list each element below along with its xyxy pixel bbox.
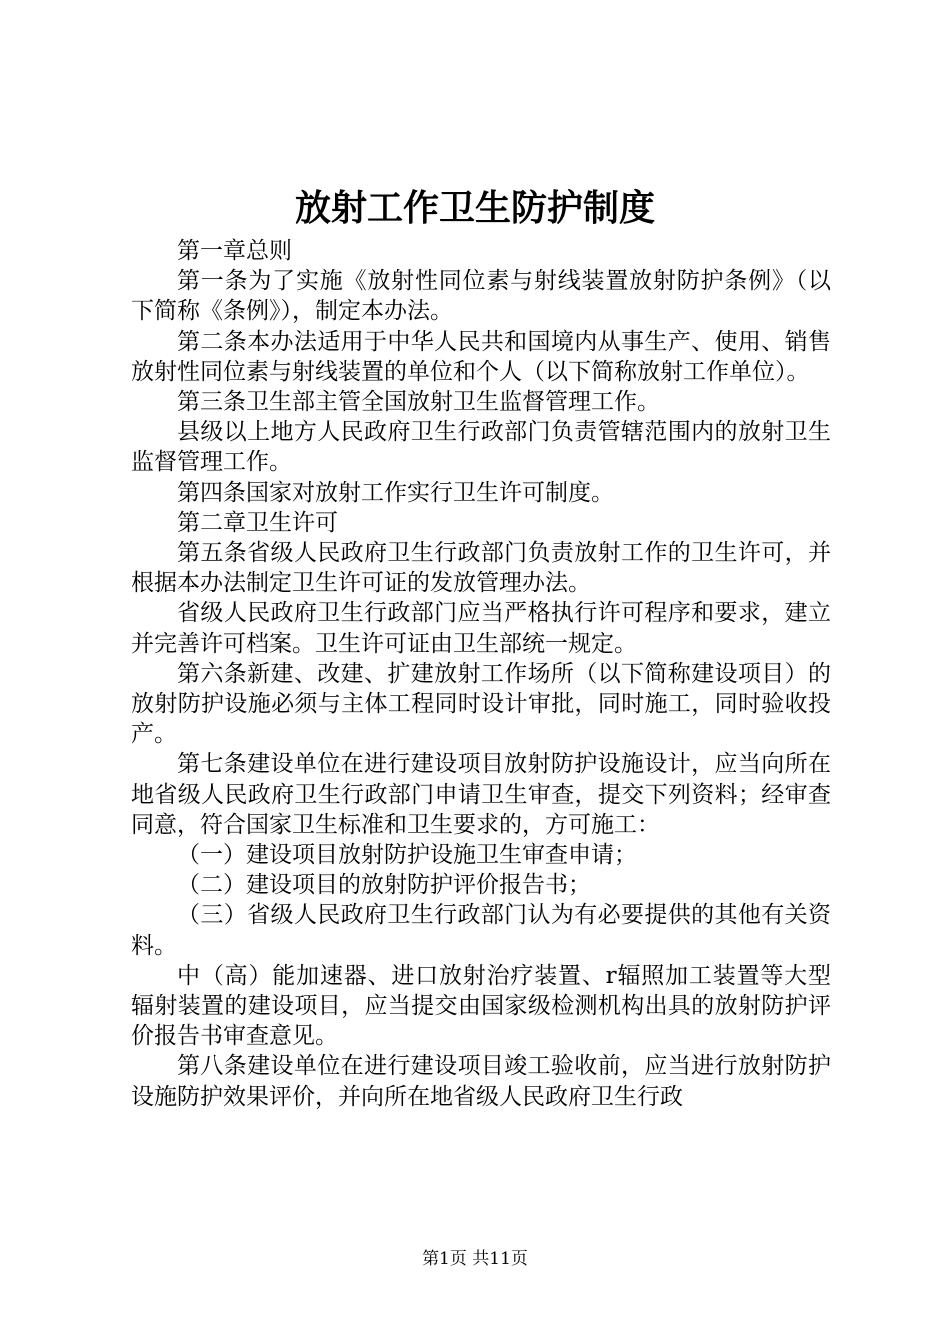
paragraph: 第七条建设单位在进行建设项目放射防护设施设计，应当向所在地省级人民政府卫生行政部门申请卫生审查，提交下列资料；经审查同意，符合国家卫生标准和卫生要求的，方可施工：	[131, 751, 831, 838]
paragraph: 中（高）能加速器、进口放射治疗装置、r辐照加工装置等大型辐射装置的建设项目，应当提交由国家级检测机构出具的放射防护评价报告书审查意见。	[131, 962, 831, 1050]
paragraph-chapter-2: 第二章卫生许可	[177, 509, 338, 536]
document-body	[131, 236, 831, 1112]
paragraph: 第三条卫生部主管全国放射卫生监督管理工作。	[177, 389, 660, 416]
paragraph: 第一条为了实施《放射性同位素与射线装置放射防护条例》（以下简称《条例》），制定本办法。	[131, 268, 831, 325]
paragraph: 省级人民政府卫生行政部门应当严格执行许可程序和要求，建立并完善许可档案。卫生许可证由卫生部统一规定。	[131, 600, 831, 657]
paragraph: 第四条国家对放射工作实行卫生许可制度。	[177, 479, 614, 506]
paragraph: 第八条建设单位在进行建设项目竣工验收前，应当进行放射防护设施防护效果评价，并向所在地省级人民政府卫生行政	[131, 1053, 831, 1110]
paragraph: 第二条本办法适用于中华人民共和国境内从事生产、使用、销售放射性同位素与射线装置的单位和个人（以下简称放射工作单位）。	[131, 328, 831, 385]
paragraph: 第六条新建、改建、扩建放射工作场所（以下简称建设项目）的放射防护设施必须与主体工程同时设计审批，同时施工，同时验收投产。	[131, 660, 831, 748]
list-item: （三）省级人民政府卫生行政部门认为有必要提供的其他有关资料。	[131, 902, 831, 959]
page-footer: 第1页 共11页	[422, 1249, 528, 1269]
document-title: 放射工作卫生防护制度	[294, 187, 655, 229]
list-item: （一）建设项目放射防护设施卫生审查申请；	[177, 842, 637, 869]
paragraph: 县级以上地方人民政府卫生行政部门负责管辖范围内的放射卫生监督管理工作。	[131, 419, 831, 476]
list-item: （二）建设项目的放射防护评价报告书；	[177, 872, 591, 899]
paragraph-chapter-1: 第一章总则	[177, 238, 292, 264]
paragraph: 第五条省级人民政府卫生行政部门负责放射工作的卫生许可，并根据本办法制定卫生许可证的发放管理办法。	[131, 540, 831, 597]
